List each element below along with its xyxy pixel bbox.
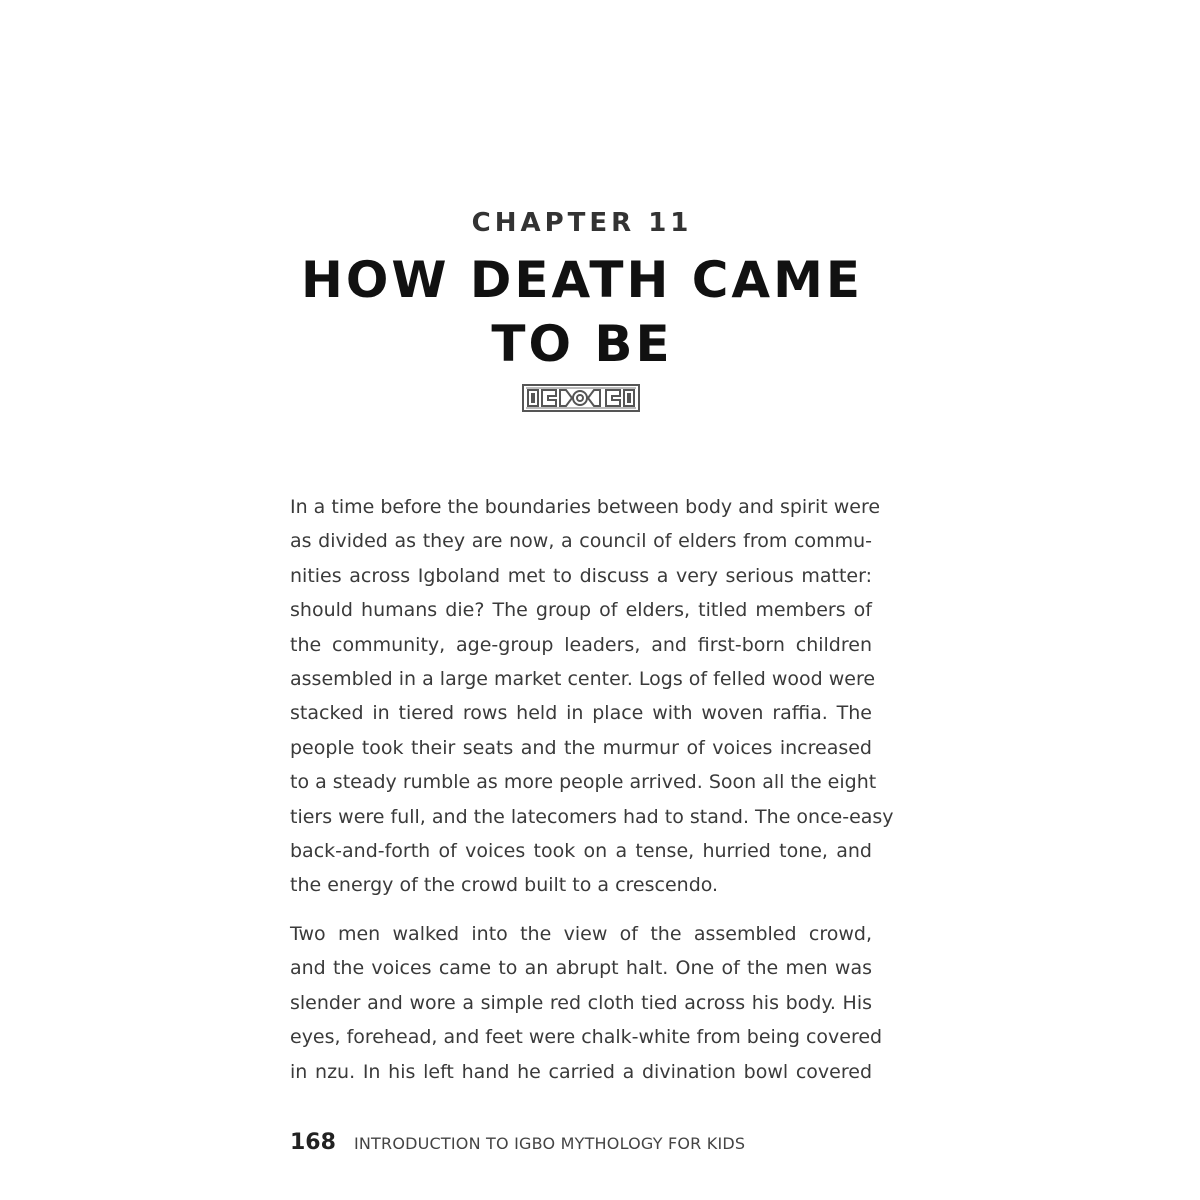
text-line: and the voices came to an abrupt halt. One of the men was bbox=[290, 957, 872, 980]
chapter-title-line-1: HOW DEATH CAME bbox=[300, 251, 864, 309]
text-line: to a steady rumble as more people arrived. Soon all the eight bbox=[290, 771, 877, 794]
page-number: 168 bbox=[290, 1130, 336, 1155]
paragraph-1 bbox=[290, 490, 894, 903]
text-line: tiers were full, and the latecomers had to stand. The once-easy bbox=[290, 805, 894, 828]
text-line: assembled in a large market center. Logs of felled wood were bbox=[290, 668, 876, 691]
text-line: stacked in tiered rows held in place with woven raffia. The bbox=[290, 702, 872, 725]
text-line: the energy of the crowd built to a crescendo. bbox=[290, 874, 719, 897]
page-footer bbox=[290, 1130, 745, 1160]
text-line: people took their seats and the murmur of voices increased bbox=[290, 736, 872, 759]
text-line: in nzu. In his left hand he carried a divination bowl covered bbox=[290, 1060, 872, 1083]
text-line: nities across Igboland met to discuss a very serious matter: bbox=[290, 564, 872, 587]
text-line: should humans die? The group of elders, titled members of bbox=[290, 599, 872, 622]
text-line: as divided as they are now, a council of elders from commu- bbox=[290, 530, 872, 553]
body-text bbox=[290, 490, 894, 1103]
chapter-title bbox=[300, 248, 864, 376]
text-line: the community, age-group leaders, and first-born children bbox=[290, 633, 872, 656]
text-line: eyes, forehead, and feet were chalk-white from being covered bbox=[290, 1026, 883, 1049]
paragraph-2 bbox=[290, 917, 883, 1089]
text-line: slender and wore a simple red cloth tied across his body. His bbox=[290, 991, 872, 1014]
chapter-label: CHAPTER 11 bbox=[471, 208, 693, 238]
running-head: INTRODUCTION TO IGBO MYTHOLOGY FOR KIDS bbox=[353, 1134, 746, 1153]
text-line: back-and-forth of voices took on a tense, hurried tone, and bbox=[290, 840, 872, 863]
text-line: Two men walked into the view of the assembled crowd, bbox=[290, 922, 872, 945]
chapter-title-line-2: TO BE bbox=[491, 315, 673, 373]
text-line: In a time before the boundaries between body and spirit were bbox=[290, 496, 881, 518]
decorative-knot-ornament-icon bbox=[522, 384, 640, 412]
